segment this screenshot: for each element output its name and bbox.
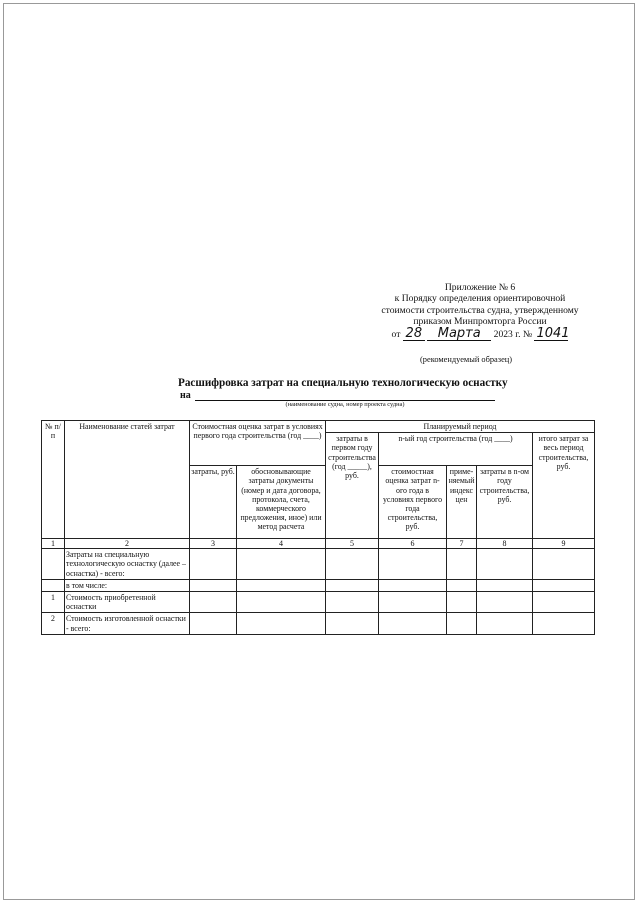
cell: [477, 592, 533, 613]
cell: [447, 549, 477, 580]
vessel-name-caption: (наименование судна, номер проекта судна): [285, 401, 405, 408]
col-number: 5: [326, 539, 379, 549]
cell: [447, 613, 477, 634]
document-title: Расшифровка затрат на специальную технологическую оснастку: [178, 377, 508, 389]
cell: [477, 613, 533, 634]
recommended-sample-note: (рекомендуемый образец): [420, 355, 513, 364]
cell: [237, 579, 326, 591]
cell: [533, 613, 595, 634]
cell: [477, 579, 533, 591]
header-plan-n-sub2: приме-няемый индекс цен: [447, 466, 477, 539]
cell: [379, 613, 447, 634]
date-year: 2023 г. №: [493, 328, 533, 340]
header-plan-n: n-ый год строительства (год ____): [379, 433, 533, 466]
table-row: [42, 613, 595, 634]
appendix-title: Приложение № 6: [444, 282, 516, 293]
appendix-line-3: стоимости строительства судна, утвержденному: [381, 304, 579, 316]
header-plan: Планируемый период: [326, 421, 595, 433]
cost-table: [41, 420, 595, 635]
row-num: 2: [42, 613, 65, 634]
na-label: на: [180, 390, 191, 401]
header-cost: Стоимостная оценка затрат в условиях первого года строительства (год ____): [190, 421, 326, 466]
header-cost-sub1: затраты, руб.: [190, 466, 237, 539]
cell: [326, 579, 379, 591]
col-number: 7: [447, 539, 477, 549]
cell: [190, 579, 237, 591]
header-plan-n-sub1: стоимостная оценка затрат n-ого года в условиях первого года строительства, руб.: [379, 466, 447, 539]
cell: [477, 549, 533, 580]
cell: [190, 592, 237, 613]
cell: [237, 592, 326, 613]
cell: [190, 613, 237, 634]
row-name: Стоимость изготовленной оснастки - всего:: [65, 613, 190, 634]
handwritten-month: Марта: [427, 328, 491, 341]
header-cost-sub2: обосновывающие затраты документы (номер и дата договора, протокола, счета, коммерческого предложения, иное) или метод расчета: [237, 466, 326, 539]
table-row: [42, 592, 595, 613]
col-number: 6: [379, 539, 447, 549]
cell: [190, 549, 237, 580]
cell: [326, 613, 379, 634]
cell: [533, 549, 595, 580]
header-num: № п/п: [42, 421, 65, 539]
row-name: Стоимость приобретенной оснастки: [65, 592, 190, 613]
appendix-line-4: приказом Минпромторга России: [413, 316, 547, 328]
cell: [533, 592, 595, 613]
cell: [326, 549, 379, 580]
table-row: [42, 549, 595, 580]
cell: [379, 592, 447, 613]
cell: [447, 579, 477, 591]
header-plan-first: затраты в первом году строительства (год _____), руб.: [326, 433, 379, 539]
cell: [326, 592, 379, 613]
cell: [533, 579, 595, 591]
cell: [237, 549, 326, 580]
col-number: 9: [533, 539, 595, 549]
row-name: Затраты на специальную технологическую оснастку (далее – оснастка) - всего:: [65, 549, 190, 580]
row-num: [42, 579, 65, 591]
row-name: в том числе:: [65, 579, 190, 591]
cell: [379, 579, 447, 591]
date-prefix: от: [391, 328, 401, 340]
header-total: итого затрат за весь период строительства, руб.: [533, 433, 595, 539]
cell: [379, 549, 447, 580]
appendix-date-line: [330, 325, 630, 341]
appendix-line-2: к Порядку определения ориентировочной: [394, 293, 566, 305]
handwritten-day: 28: [403, 328, 425, 341]
col-number: 2: [65, 539, 190, 549]
col-number: 4: [237, 539, 326, 549]
header-name: Наименование статей затрат: [65, 421, 190, 539]
appendix-block: [330, 282, 630, 341]
col-number: 8: [477, 539, 533, 549]
handwritten-order-number: 1041: [536, 325, 570, 341]
table-row: [42, 579, 595, 591]
cell: [237, 613, 326, 634]
cell: [447, 592, 477, 613]
row-num: 1: [42, 592, 65, 613]
col-number: 3: [190, 539, 237, 549]
col-number: 1: [42, 539, 65, 549]
row-num: [42, 549, 65, 580]
header-plan-n-sub3: затраты в n-ом году строительства, руб.: [477, 466, 533, 539]
